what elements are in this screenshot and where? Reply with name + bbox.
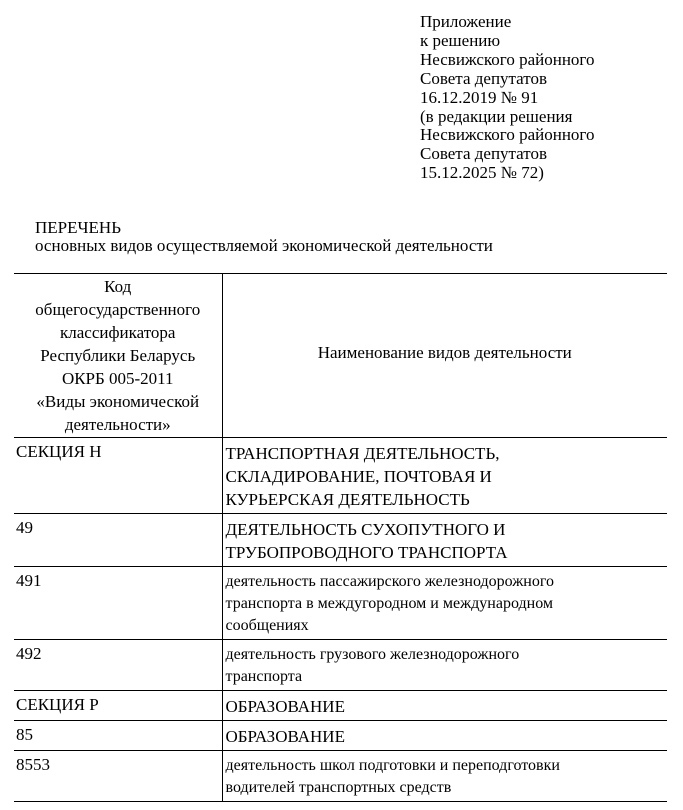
table-row bbox=[14, 640, 667, 691]
name-line: ОБРАЗОВАНИЕ bbox=[225, 727, 345, 746]
appendix-line: к решению bbox=[420, 30, 501, 50]
appendix-line: 15.12.2025 № 72) bbox=[420, 163, 544, 183]
name-line: КУРЬЕРСКАЯ ДЕЯТЕЛЬНОСТЬ bbox=[225, 490, 470, 509]
header-name-cell: Наименование видов деятельности bbox=[222, 274, 667, 438]
list-heading: ПЕРЕЧЕНЬ bbox=[35, 218, 121, 237]
code-cell: СЕКЦИЯ P bbox=[14, 691, 222, 721]
table-row bbox=[14, 751, 667, 802]
appendix-line: Совета депутатов bbox=[420, 144, 548, 164]
name-cell bbox=[222, 721, 667, 751]
table-row bbox=[14, 691, 667, 721]
name-line: деятельность грузового железнодорожного bbox=[225, 646, 520, 663]
name-line: транспорта в междугородном и международном bbox=[225, 595, 554, 612]
header-code-line: общегосударственного bbox=[35, 300, 201, 319]
name-line: ТРУБОПРОВОДНОГО ТРАНСПОРТА bbox=[225, 543, 508, 562]
header-code-line: «Виды экономической bbox=[36, 392, 200, 411]
appendix-line: Совета депутатов bbox=[420, 68, 548, 88]
activities-table bbox=[14, 273, 667, 802]
table-header-row bbox=[14, 274, 667, 438]
header-code-line: деятельности» bbox=[64, 415, 171, 434]
name-line: деятельность школ подготовки и переподготовки bbox=[225, 757, 560, 774]
code-cell: 492 bbox=[14, 640, 222, 691]
name-cell bbox=[222, 751, 667, 802]
name-line: транспорта bbox=[225, 668, 303, 685]
code-cell: 8553 bbox=[14, 751, 222, 802]
name-line: ДЕЯТЕЛЬНОСТЬ СУХОПУТНОГО И bbox=[225, 520, 506, 539]
code-cell: 491 bbox=[14, 567, 222, 640]
header-code-line: ОКРБ 005-2011 bbox=[61, 369, 174, 388]
table-row bbox=[14, 721, 667, 751]
header-code-line: Код bbox=[104, 277, 132, 296]
header-code-line: Республики Беларусь bbox=[40, 346, 196, 365]
appendix-block bbox=[420, 13, 594, 183]
name-cell bbox=[222, 691, 667, 721]
name-cell bbox=[222, 640, 667, 691]
name-line: водителей транспортных средств bbox=[225, 779, 452, 796]
name-line: ОБРАЗОВАНИЕ bbox=[225, 697, 345, 716]
table-row bbox=[14, 438, 667, 514]
name-cell bbox=[222, 438, 667, 514]
name-cell bbox=[222, 514, 667, 567]
appendix-line: Приложение bbox=[420, 12, 512, 31]
header-code-cell bbox=[14, 274, 222, 438]
table-row bbox=[14, 514, 667, 567]
name-line: ТРАНСПОРТНАЯ ДЕЯТЕЛЬНОСТЬ, bbox=[225, 444, 500, 463]
appendix-line: Несвижского районного bbox=[420, 125, 595, 145]
code-cell: СЕКЦИЯ H bbox=[14, 438, 222, 514]
name-line: сообщениях bbox=[225, 617, 309, 634]
appendix-line: (в редакции решения bbox=[420, 106, 573, 126]
table-row bbox=[14, 567, 667, 640]
code-cell: 85 bbox=[14, 721, 222, 751]
name-cell bbox=[222, 567, 667, 640]
list-subheading: основных видов осуществляемой экономической деятельности bbox=[35, 236, 493, 255]
code-cell: 49 bbox=[14, 514, 222, 567]
header-code-line: классификатора bbox=[60, 323, 176, 342]
name-line: деятельность пассажирского железнодорожного bbox=[225, 573, 555, 590]
name-line: СКЛАДИРОВАНИЕ, ПОЧТОВАЯ И bbox=[225, 467, 492, 486]
appendix-line: 16.12.2019 № 91 bbox=[420, 87, 539, 107]
list-title bbox=[35, 219, 493, 255]
appendix-line: Несвижского районного bbox=[420, 49, 595, 69]
